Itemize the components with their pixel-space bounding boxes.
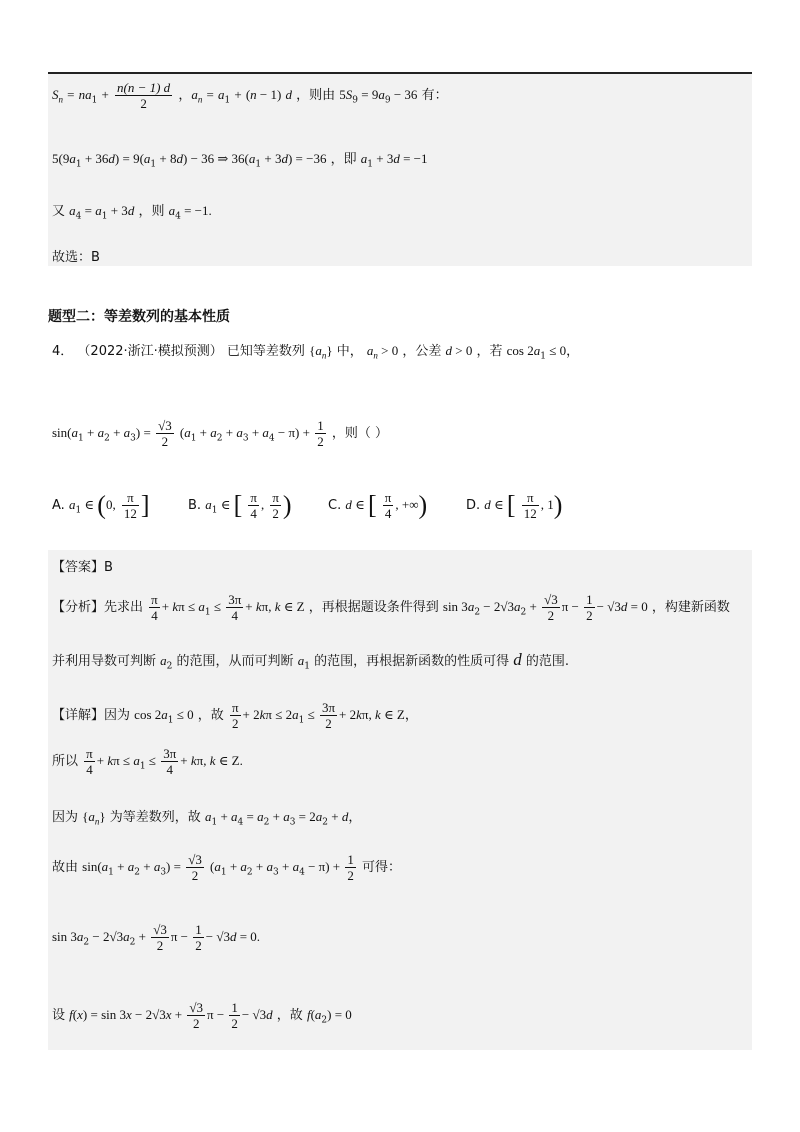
analysis-text: ，再根据题设条件得到 <box>308 600 439 615</box>
detail-text: 故由 <box>52 860 79 875</box>
question-text: ，则（ ） <box>331 426 388 441</box>
solution-line-2: $5(9a_1 + 36d) = 9(a_1 + 8d) - 36$ ⇒ $36(a_1 + 3d) = -36$ ，即 $a_1 + 3d = -1$ <box>52 151 428 170</box>
option-label: C. <box>328 498 342 513</box>
solution-text: 有： <box>421 88 448 103</box>
analysis-text: 的范围，再根据新函数的性质可得 <box>314 654 510 669</box>
detail-text: 为等差数列，故 <box>109 810 201 825</box>
answer-shaded-block <box>48 550 752 1050</box>
option-b[interactable]: B. $a_1$ ∈ [ $\frac{\pi}{4}$ , $\frac{\pi}{2}$ ) <box>188 490 292 521</box>
question-stem: 4． （2022·浙江·模拟预测） 已知等差数列 $\{a_n\}$ 中， $a_n > 0$ ，公差 d > 0 ，若 $\cos 2a_1 \le 0$， <box>52 343 580 362</box>
question-source: （2022·浙江·模拟预测） <box>77 344 223 359</box>
analysis-line-1: 【分析】先求出 $\frac{\pi}{4}$ + $k\pi \le a_1$ ≤ $\frac{3\pi}{4}$ + kπ, k ∈ Z ，再根据题设条件得到 $\sin 3a_2 - 2√3a_2$ + $\frac{√3}{2}$ π − $\frac{1}{2}$ − √3d = 0 ，构建新函数 <box>52 592 730 623</box>
detail-line-2: 所以 $\frac{\pi}{4}$ + $k\pi \le a_1$ ≤ $\frac{3\pi}{4}$ + kπ, k ∈ Z. <box>52 746 243 777</box>
solution-answer: 故选：B <box>52 250 100 265</box>
detail-tag: 【详解】 <box>52 708 105 723</box>
question-number: 4． <box>52 344 74 359</box>
solution-text: 又 <box>52 204 66 219</box>
analysis-line-2: 并利用导数可判断 $a_2$ 的范围，从而可判断 $a_1$ 的范围，再根据新函数的性质可得 d 的范围. <box>52 650 569 672</box>
solution-text: ，即 <box>330 152 357 167</box>
option-label: D. <box>466 498 481 513</box>
question-text: 已知等差数列 <box>226 344 305 359</box>
question-equation: $\sin(a_1 + a_2 + a_3)$ = $\frac{√3}{2}$ $(a_1 + a_2 + a_3 + a_4 - \pi)$ + $\frac{1}{2}$ ，则（ ） <box>52 418 388 449</box>
analysis-text: 并利用导数可判断 <box>52 654 157 669</box>
option-a[interactable]: A. $a_1$ ∈ (0, $\frac{\pi}{12}$ ] <box>52 490 150 521</box>
detail-text: 因为 <box>104 708 131 723</box>
question-text: ，公差 <box>402 344 442 359</box>
detail-text: 因为 <box>52 810 79 825</box>
detail-text: ，故 <box>197 708 224 723</box>
option-d[interactable]: D. d ∈ [ $\frac{\pi}{12}$ , 1) <box>466 490 563 521</box>
detail-line-4: 故由 $\sin(a_1 + a_2 + a_3)$ = $\frac{√3}{2}$ $(a_1 + a_2 + a_3 + a_4 - \pi)$ + $\frac{1}{2}$ 可得： <box>52 852 402 883</box>
analysis-text: 先求出 <box>104 600 144 615</box>
section-heading: 题型二：等差数列的基本性质 <box>48 309 230 325</box>
option-c[interactable]: C. d ∈ [ $\frac{\pi}{4}$ , +∞) <box>328 490 428 521</box>
analysis-text: ，构建新函数 <box>651 600 730 615</box>
solution-line-3: 又 $a_4 = a_1 + 3d$ ，则 $a_4 = -1$. <box>52 203 212 222</box>
option-label: A. <box>52 498 65 513</box>
detail-line-5: $\sin 3a_2 - 2√3a_2$ + $\frac{√3}{2}$ π − $\frac{1}{2}$ − √3d = 0. <box>52 922 261 953</box>
question-text: ，若 <box>476 344 503 359</box>
solution-line-1: $S_n = na_1$ + $\frac{n(n - 1) d}{2}$ ，$a_n = a_1 + (n - 1)$ d ，则由 $5S_9 = 9a_9 - 36$ 有： <box>52 80 448 111</box>
detail-line-1: 【详解】因为 $\cos 2a_1 \le 0$ ，故 $\frac{\pi}{2}$ + $2k\pi \le 2a_1$ ≤ $\frac{3\pi}{2}$ + 2kπ, k ∈ Z， <box>52 700 418 731</box>
question-text: 中， <box>336 344 363 359</box>
solution-text: ，则 <box>138 204 165 219</box>
analysis-text: 的范围. <box>525 654 569 669</box>
detail-text: 所以 <box>52 754 79 769</box>
analysis-text: 的范围，从而可判断 <box>176 654 294 669</box>
solution-text: ，则由 <box>296 88 336 103</box>
answer-line: 【答案】B <box>52 560 113 575</box>
detail-line-3: 因为 $\{a_n\}$ 为等差数列，故 $a_1 + a_4 = a_2 + a_3 = 2a_2 + d$， <box>52 809 362 828</box>
detail-text: 设 <box>52 1008 66 1023</box>
option-label: B. <box>188 498 202 513</box>
analysis-tag: 【分析】 <box>52 600 105 615</box>
detail-text: ，故 <box>276 1008 303 1023</box>
detail-text: 可得： <box>362 860 402 875</box>
detail-line-6: 设 f(x) = sin 3x − 2√3x + $\frac{√3}{2}$ π − $\frac{1}{2}$ − √3d ，故 $f(a_2) = 0$ <box>52 1000 352 1031</box>
